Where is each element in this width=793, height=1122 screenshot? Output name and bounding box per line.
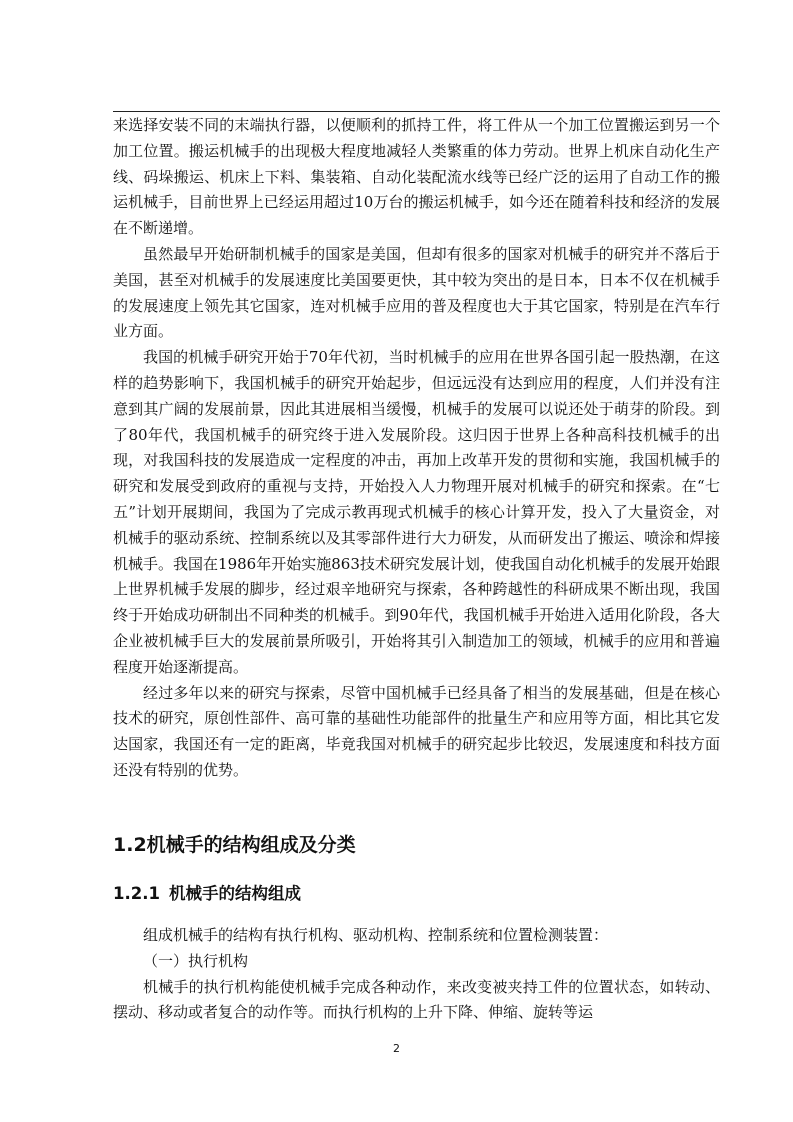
paragraph-execution-mechanism: 机械手的执行机构能使机械手完成各种动作，来改变被夹持工件的位置状态，如转动、摆动、移动或者复合的动作等。而执行机构的上升下降、伸缩、旋转等运 [113, 977, 720, 1022]
paragraph-china-history: 我国的机械手研究开始于70年代初，当时机械手的应用在世界各国引起一股热潮，在这样的趋势影响下，我国机械手的研究开始起步，但远远没有达到应用的程度，人们并没有注意到其广阔的发展前景，因此其进展相当缓慢，机械手的发展可以说还处于萌芽的阶段。到了80年代，我国机械手的研究终于进入发展阶段。这归因于世界上各种高科技机械手的出现，对我国科技的发展造成一定程度的冲击，再加上改革开发的贯彻和实施，我国机械手的研究和发展受到政府的重视与支持，开始投入人力物理开展对机械手的研究和探索。在“七五”计划开展期间，我国为了完成示教再现式机械手的核心计算开发，投入了大量资金，对机械手的驱动系统、控制系统以及其零部件进行大力研发，从而研发出了搬运、喷涂和焊接机械手。我国在1986年开始实施863技术研究发展计划，使我国自动化机械手的发展开始跟上世界机械手发展的脚步，经过艰辛地研究与探索，各种跨越性的科研成果不断出现，我国终于开始成功研制出不同种类的机械手。到90年代，我国机械手开始进入适用化阶段，各大企业被机械手巨大的发展前景所吸引，开始将其引入制造加工的领域，机械手的应用和普遍程度开始逐渐提高。 [113, 348, 720, 676]
subsection-heading [113, 881, 720, 907]
paragraph-continuation: 来选择安装不同的末端执行器，以便顺利的抓持工件，将工件从一个加工位置搬运到另一个加工位置。搬运机械手的出现极大程度地减轻人类繁重的体力劳动。世界上机床自动化生产线、码垛搬运、机床上下料、集装箱、自动化装配流水线等已经广泛的运用了自动工作的搬运机械手，目前世界上已经运用超过10万台的搬运机械手，如今还在随着科技和经济的发展在不断递增。 [113, 116, 720, 238]
section-heading: 1.2机械手的结构组成及分类 [113, 834, 356, 856]
paragraph-item-heading: （一）执行机构 [143, 951, 249, 970]
subsection-title: 机械手的结构组成 [169, 884, 301, 903]
subsection-number: 1.2.1 [113, 884, 160, 903]
paragraph-usa-japan: 虽然最早开始研制机械手的国家是美国，但却有很多的国家对机械手的研究并不落后于美国，甚至对机械手的发展速度比美国要更快，其中较为突出的是日本，日本不仅在机械手的发展速度上领先其它国家，连对机械手应用的普及程度也大于其它国家，特别是在汽车行业方面。 [113, 244, 720, 341]
body-text-upper [113, 113, 720, 784]
paragraph-structure-intro: 组成机械手的结构有执行机构、驱动机构、控制系统和位置检测装置： [143, 926, 609, 944]
paragraph-china-status: 经过多年以来的研究与探索，尽管中国机械手已经具备了相当的发展基础，但是在核心技术的研究，原创性部件、高可靠的基础性功能部件的批量生产和应用等方面，相比其它发达国家，我国还有一定的距离，毕竟我国对机械手的研究起步比较迟，发展速度和科技方面还没有特别的优势。 [113, 683, 720, 779]
body-text-lower [113, 923, 720, 1026]
page-number: 2 [393, 1042, 400, 1055]
header-rule [113, 111, 720, 112]
